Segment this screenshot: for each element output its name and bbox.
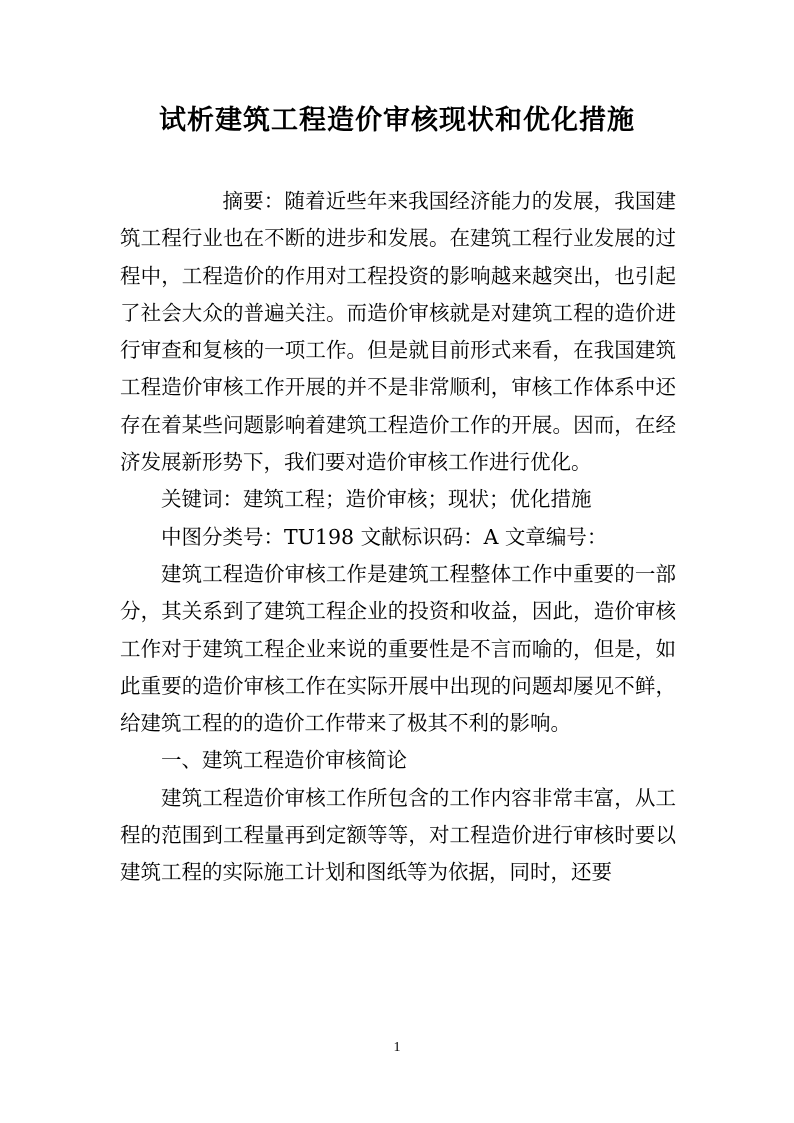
section-heading: 一、建筑工程造价审核简论 xyxy=(161,748,407,773)
document-body xyxy=(120,183,676,892)
intro-paragraph: 建筑工程造价审核工作是建筑工程整体工作中重要的一部分，其关系到了建筑工程企业的投资和收益，因此，造价审核工作对于建筑工程企业来说的重要性是不言而喻的，但是，如此重要的造价审核工作在实际开展中出现的问题却屡见不鲜，给建筑工程的的造价工作带来了极其不利的影响。 xyxy=(120,561,676,736)
keywords-line: 关键词：建筑工程；造价审核；现状；优化措施 xyxy=(161,487,592,512)
page-number: 1 xyxy=(393,1040,401,1055)
document-title: 试析建筑工程造价审核现状和优化措施 xyxy=(159,105,635,136)
abstract-paragraph: 摘要：随着近些年来我国经济能力的发展，我国建筑工程行业也在不断的进步和发展。在建筑工程行业发展的过程中，工程造价的作用对工程投资的影响越来越突出，也引起了社会大众的普遍关注。而造价审核就是对建筑工程的造价进行审查和复核的一项工作。但是就目前形式来看，在我国建筑工程造价审核工作开展的并不是非常顺利，审核工作体系中还存在着某些问题影响着建筑工程造价工作的开展。因而，在经济发展新形势下，我们要对造价审核工作进行优化。 xyxy=(120,189,676,475)
section-paragraph: 建筑工程造价审核工作所包含的工作内容非常丰富，从工程的范围到工程量再到定额等等，对工程造价进行审核时要以建筑工程的实际施工计划和图纸等为依据，同时，还要 xyxy=(120,785,676,885)
classification-line: 中图分类号：TU198 文献标识码：A 文章编号： xyxy=(161,524,608,549)
